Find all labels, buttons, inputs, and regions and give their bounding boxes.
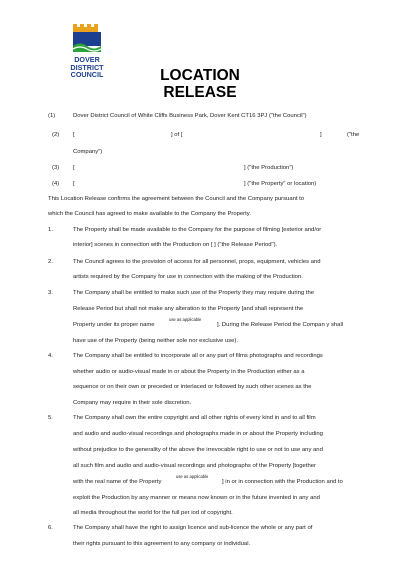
clause-1-line-2: interior] scenes in connection with the Production on [ ] ("the Release Period"). xyxy=(73,242,278,248)
party-4-open-bracket: [ xyxy=(73,181,75,187)
clause-2-line-1: The Council agrees to the provision of access for all personnel, props, equipment, vehicles and xyxy=(73,259,321,265)
clause-4-line-2: whether audio or audio-visual made in or about the Property in the Production either as a xyxy=(73,369,305,375)
party-4-tail: ] ("the Property" or location) xyxy=(244,181,317,187)
clause-3-line-2: Release Period but shall not make any alteration to the Property [and shall represent the xyxy=(73,306,304,312)
clause-2-line-2: artists required by the Company for use in connection with the making of the Production. xyxy=(73,274,303,280)
clause-6-number: 6. xyxy=(48,525,53,531)
clause-5-superscript: use as applicable xyxy=(176,474,209,479)
clause-2-number: 2. xyxy=(48,259,53,265)
document-title xyxy=(100,67,300,101)
clause-5-line-2: and audio and audio-visual recordings and photographs made in or about the Property including xyxy=(73,431,323,437)
party-3-open-bracket: [ xyxy=(73,165,75,171)
clause-4-line-3: sequence or on their own or preceded or interlaced or followed by such other scenes as the xyxy=(73,384,312,390)
clause-4-line-4: Company may require in their sole discretion. xyxy=(73,400,192,406)
party-3-number: (3) xyxy=(52,165,60,171)
clause-4-number: 4. xyxy=(48,353,53,359)
party-2-of: ] of [ xyxy=(171,132,183,138)
party-2-number: (2) xyxy=(52,132,60,138)
party-2-continuation: Company") xyxy=(73,149,103,155)
clause-1-line-1: The Property shall be made available to the Company for the purpose of filming [exterior and/or xyxy=(73,227,322,233)
clause-5-line-1: The Company shall own the entire copyright and all other rights of every kind in and to all film xyxy=(73,415,316,421)
clause-3-superscript: use as applicable xyxy=(169,317,202,322)
clause-5-line-4: all such film and audio and audio-visual recordings and photographs of the Property [together xyxy=(73,463,316,469)
clause-3-line-1: The Company shall be entitled to make such use of the Property they may require during the xyxy=(73,290,314,296)
clause-3-line-3b: ]. During the Release Period the Compan y shall xyxy=(217,322,344,328)
clause-5-line-7: all media throughout the world for the full per iod of copyright. xyxy=(73,510,233,516)
party-2-open-bracket: [ xyxy=(73,132,75,138)
clause-5-number: 5. xyxy=(48,415,53,421)
intro-line-2: which the Council has agreed to make available to the Company the Property. xyxy=(48,211,251,217)
logo-line-1: DOVER xyxy=(74,55,100,64)
clause-6-line-1: The Company shall have the right to assign licence and sub-licence the whole or any part of xyxy=(73,525,313,531)
party-2-close-bracket: ] xyxy=(320,132,322,138)
council-crest-icon xyxy=(60,22,114,56)
clause-6-line-2: their rights pursuant to this agreement to any company or individual. xyxy=(73,541,251,547)
party-4-number: (4) xyxy=(52,181,60,187)
clause-5-line-5b: ] in or in connection with the Production and to xyxy=(222,479,343,485)
party-2-tail: ("the xyxy=(347,132,360,138)
clause-3-line-3a: Property under its proper name xyxy=(73,322,155,328)
title-line-1: LOCATION xyxy=(160,67,240,84)
clause-1-number: 1. xyxy=(48,227,53,233)
logo-line-2: DISTRICT xyxy=(70,62,104,72)
party-1-number: (1) xyxy=(48,113,56,119)
clause-5-line-6: exploit the Production by any manner or means now known or in the future invented in any and xyxy=(73,495,320,501)
clause-5-line-5a: with the real name of the Property xyxy=(73,479,162,485)
clause-4-line-1: The Company shall be entitled to incorporate all or any part of films photographs and recordings xyxy=(73,353,323,359)
intro-line-1: This Location Release confirms the agreement between the Council and the Company pursuant to xyxy=(48,196,305,202)
clause-5-line-3: without prejudice to the generality of the above the irrevocable right to use or not to use any and xyxy=(73,447,323,453)
logo-line-3: COUNCIL xyxy=(70,70,104,80)
party-1-text: Dover District Council of White Cliffs Business Park, Dover Kent CT16 3PJ ("the Council") xyxy=(73,113,307,119)
title-line-2: RELEASE xyxy=(163,84,237,101)
clause-3-line-4: have use of the Property (being neither sole nor exclusive use). xyxy=(73,338,239,344)
party-3-tail: ] ("the Production") xyxy=(244,165,294,171)
clause-3-number: 3. xyxy=(48,290,53,296)
